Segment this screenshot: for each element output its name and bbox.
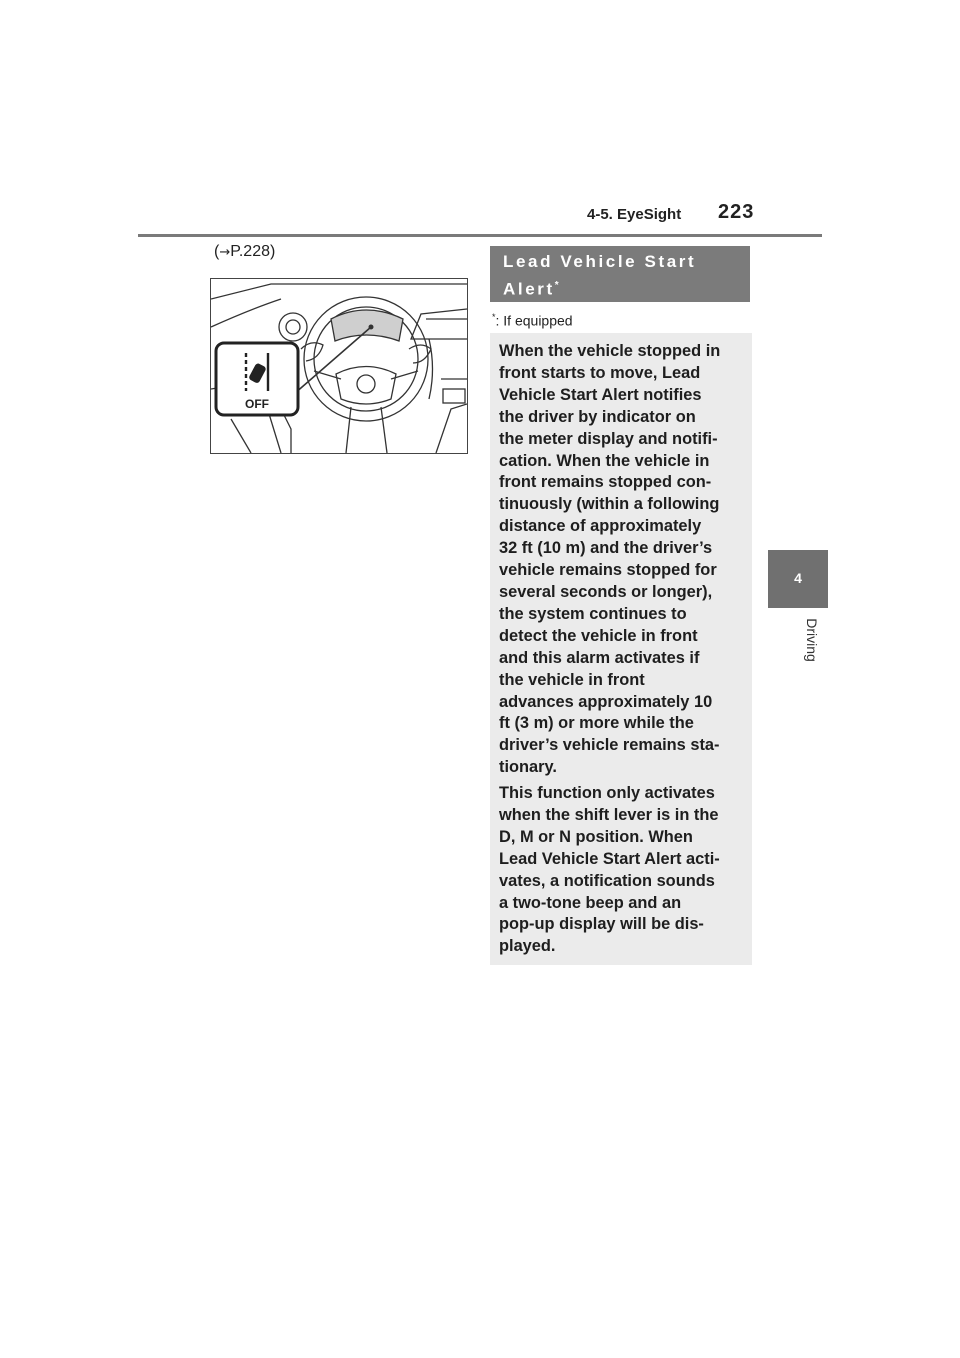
section-heading: 4-5. EyeSight: [587, 206, 682, 223]
info-line: several seconds or longer),: [499, 582, 713, 601]
footnote-text: : If equipped: [495, 312, 573, 329]
chapter-tab: [768, 550, 828, 608]
info-paragraph-1: [499, 341, 749, 779]
info-line: tinuously (within a following: [499, 495, 720, 514]
footnote-marker: *: [492, 312, 496, 322]
dashboard-drawing: [211, 279, 467, 453]
info-line: front starts to move, Lead: [499, 363, 701, 382]
info-line: vehicle remains stopped for: [499, 561, 717, 580]
info-line: cation. When the vehicle in: [499, 451, 710, 470]
chapter-label: [790, 618, 820, 680]
info-line: 32 ft (10 m) and the driver’s: [499, 539, 713, 558]
info-line: distance of approximately: [499, 517, 702, 536]
info-line: the meter display and notifi-: [499, 429, 718, 448]
info-line: a two-tone beep and an: [499, 893, 682, 912]
info-line: the system continues to: [499, 604, 687, 623]
section-title-text: Lead Vehicle Start Alert: [503, 252, 697, 299]
info-line: the vehicle in front: [499, 670, 645, 689]
info-line: advances approximately 10: [499, 692, 713, 711]
info-line: This function only activates: [499, 784, 715, 802]
off-switch-label: OFF: [245, 397, 269, 411]
chapter-number: 4: [794, 570, 802, 586]
info-line: the driver by indicator on: [499, 407, 696, 426]
info-line: tionary.: [499, 758, 557, 777]
info-line: Vehicle Start Alert notifies: [499, 385, 702, 404]
info-line: and this alarm activates if: [499, 648, 700, 667]
footnote: [492, 312, 573, 329]
arrow-right-icon: →: [219, 245, 231, 260]
section-title-marker: *: [554, 280, 559, 291]
page-number: 223: [718, 201, 755, 223]
info-line: front remains stopped con-: [499, 473, 712, 492]
info-box: [490, 333, 752, 965]
section-title-bar: [490, 246, 750, 302]
dashboard-illustration: [210, 278, 468, 454]
info-line: when the shift lever is in the: [499, 805, 719, 824]
page-reference-text: P.228: [230, 243, 270, 260]
info-line: played.: [499, 937, 556, 956]
info-line: pop-up display will be dis-: [499, 915, 704, 934]
info-line: detect the vehicle in front: [499, 626, 698, 645]
info-line: ft (3 m) or more while the: [499, 714, 694, 733]
info-line: driver’s vehicle remains sta-: [499, 736, 720, 755]
page-reference[interactable]: (→P.228): [214, 243, 276, 260]
section-title: [503, 250, 742, 302]
info-line: D, M or N position. When: [499, 827, 693, 846]
info-line: Lead Vehicle Start Alert acti-: [499, 849, 720, 868]
info-paragraph-2: [499, 783, 749, 958]
info-line: vates, a notification sounds: [499, 871, 715, 890]
header-divider: [138, 234, 822, 237]
chapter-label-text: Driving: [804, 618, 820, 662]
info-line: When the vehicle stopped in: [499, 342, 721, 360]
